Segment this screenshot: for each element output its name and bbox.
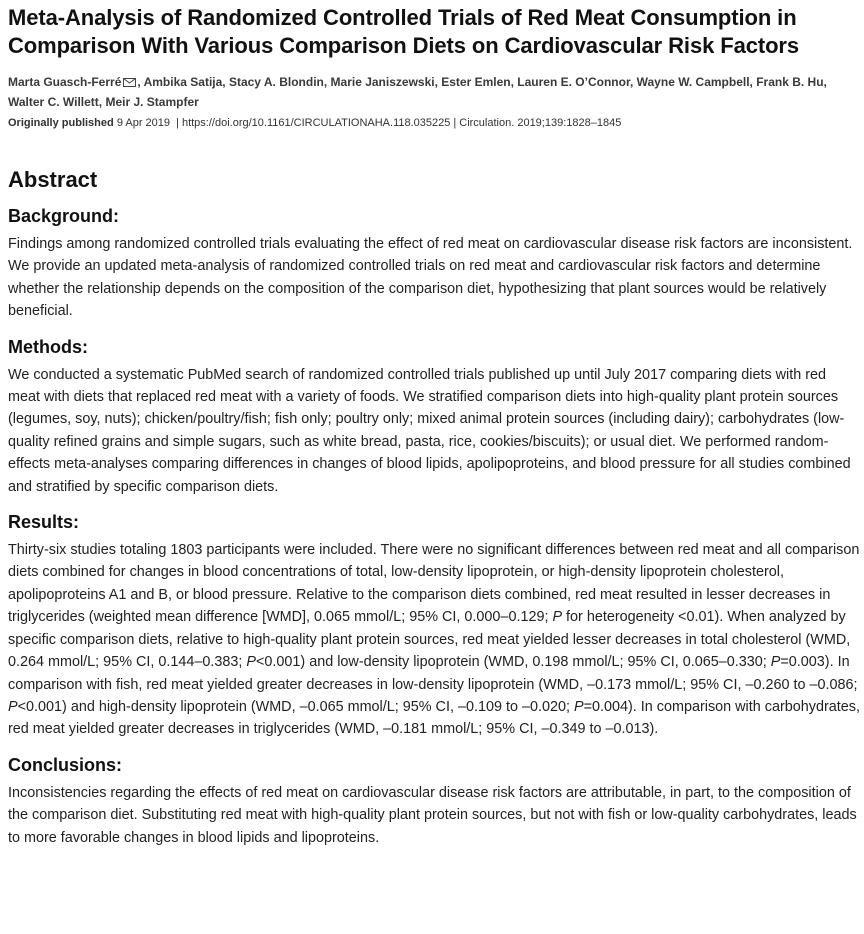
corresponding-author[interactable]: Marta Guasch-Ferré — [8, 75, 122, 89]
coauthors: , Ambika Satija, Stacy A. Blondin, Marie Janiszewski, Ester Emlen, Lauren E. O’Connor, Wayne W. Campbell, Frank B. Hu, Walter C. Willett, Meir J. Stampfer — [8, 75, 827, 109]
methods-heading: Methods: — [8, 336, 88, 357]
methods-text: We conducted a systematic PubMed search of randomized controlled trials published up until July 2017 comparing diets with red meat with diets that replaced red meat with a variety of foods. We stratified comparison diets into high-quality plant protein sources (legumes, soy, nuts); chicken/poultry/fish; fish only; poultry only; mixed animal protein sources (including dairy); carbohydrates (low-quality refined grains and simple sugars, such as white bread, pasta, rice, cookies/biscuits); or usual diet. We performed random-effects meta-analyses comparing differences in changes of blood lipids, apolipoproteins, and blood pressure for all studies combined and stratified by specific comparison diets. — [8, 366, 851, 495]
results-segment: <0.001) and high-density lipoprotein (WMD, –0.065 mmol/L; 95% CI, –0.109 to –0.020; — [17, 698, 574, 715]
p-value-symbol: P — [770, 654, 781, 671]
separator: | — [176, 117, 179, 129]
conclusions-text: Inconsistencies regarding the effects of red meat on cardiovascular disease risk factors are attributable, in part, to the composition of the comparison diet. Substituting red meat with high-quality plant protein sources, but not with fish or low-quality carbohydrates, leads to more favorable changes in blood lipids and lipoproteins. — [8, 784, 857, 846]
p-value-symbol: P — [552, 609, 563, 626]
conclusions-heading: Conclusions: — [8, 754, 123, 775]
results-segment: for heterogeneity <0.01). When analyzed by specific comparison diets, relative to high-quality plant protein sources, red meat yielded lesser decreases in total cholesterol (WMD, 0.264 mmol/L; 95% CI, 0.144–0.383; — [8, 609, 851, 671]
article-title: Meta-Analysis of Randomized Controlled Trials of Red Meat Consumption in Comparison With Various Comparison Diets on Cardiovascular Risk Factors — [8, 5, 800, 58]
article-page — [8, 0, 860, 849]
results-segment: =0.004). In comparison with carbohydrates, red meat yielded greater decreases in triglycerides (WMD, –0.181 mmol/L; 95% CI, –0.349 to –0.013). — [8, 698, 860, 738]
separator: | — [453, 117, 457, 129]
citation: Circulation. 2019;139:1828–1845 — [459, 117, 622, 129]
results-segment: <0.001) and low-density lipoprotein (WMD, 0.198 mmol/L; 95% CI, 0.065–0.330; — [256, 654, 771, 671]
results-text — [8, 539, 860, 741]
results-segment: =0.003). In comparison with fish, red meat yielded greater decreases in low-density lipoprotein (WMD, –0.173 mmol/L; 95% CI, –0.260 to –0.086; — [8, 654, 858, 693]
background-text: Findings among randomized controlled trials evaluating the effect of red meat on cardiovascular disease risk factors are inconsistent. We provide an updated meta-analysis of randomized controlled trials on red meat and cardiovascular risk factors and determine whether the relationship depends on the composition of the comparison diet, hypothesizing that plant sources would be relatively beneficial. — [8, 236, 853, 320]
published-label: Originally published — [8, 117, 114, 129]
background-heading: Background: — [8, 206, 120, 226]
doi-link[interactable]: https://doi.org/10.1161/CIRCULATIONAHA.118.035225 — [181, 117, 451, 129]
publication-info — [8, 115, 860, 131]
p-value-symbol: P — [573, 698, 584, 715]
p-value-symbol: P — [8, 698, 18, 715]
author-list — [8, 72, 860, 112]
p-value-symbol: P — [246, 654, 257, 671]
abstract-heading: Abstract — [8, 167, 98, 192]
results-segment: Thirty-six studies totaling 1803 participants were included. There were no significant differences between red meat and all comparison diets combined for changes in blood concentrations of total, low-density lipoprotein, or high-density lipoprotein cholesterol, apolipoproteins A1 and B, or blood pressure. Relative to the comparison diets combined, red meat resulted in lesser decreases in triglycerides (weighted mean difference [WMD], 0.065 mmol/L; 95% CI, 0.000–0.129; — [8, 542, 860, 626]
envelope-icon[interactable] — [123, 78, 136, 87]
results-heading: Results: — [8, 512, 80, 533]
published-date: 9 Apr 2019 — [116, 117, 171, 129]
